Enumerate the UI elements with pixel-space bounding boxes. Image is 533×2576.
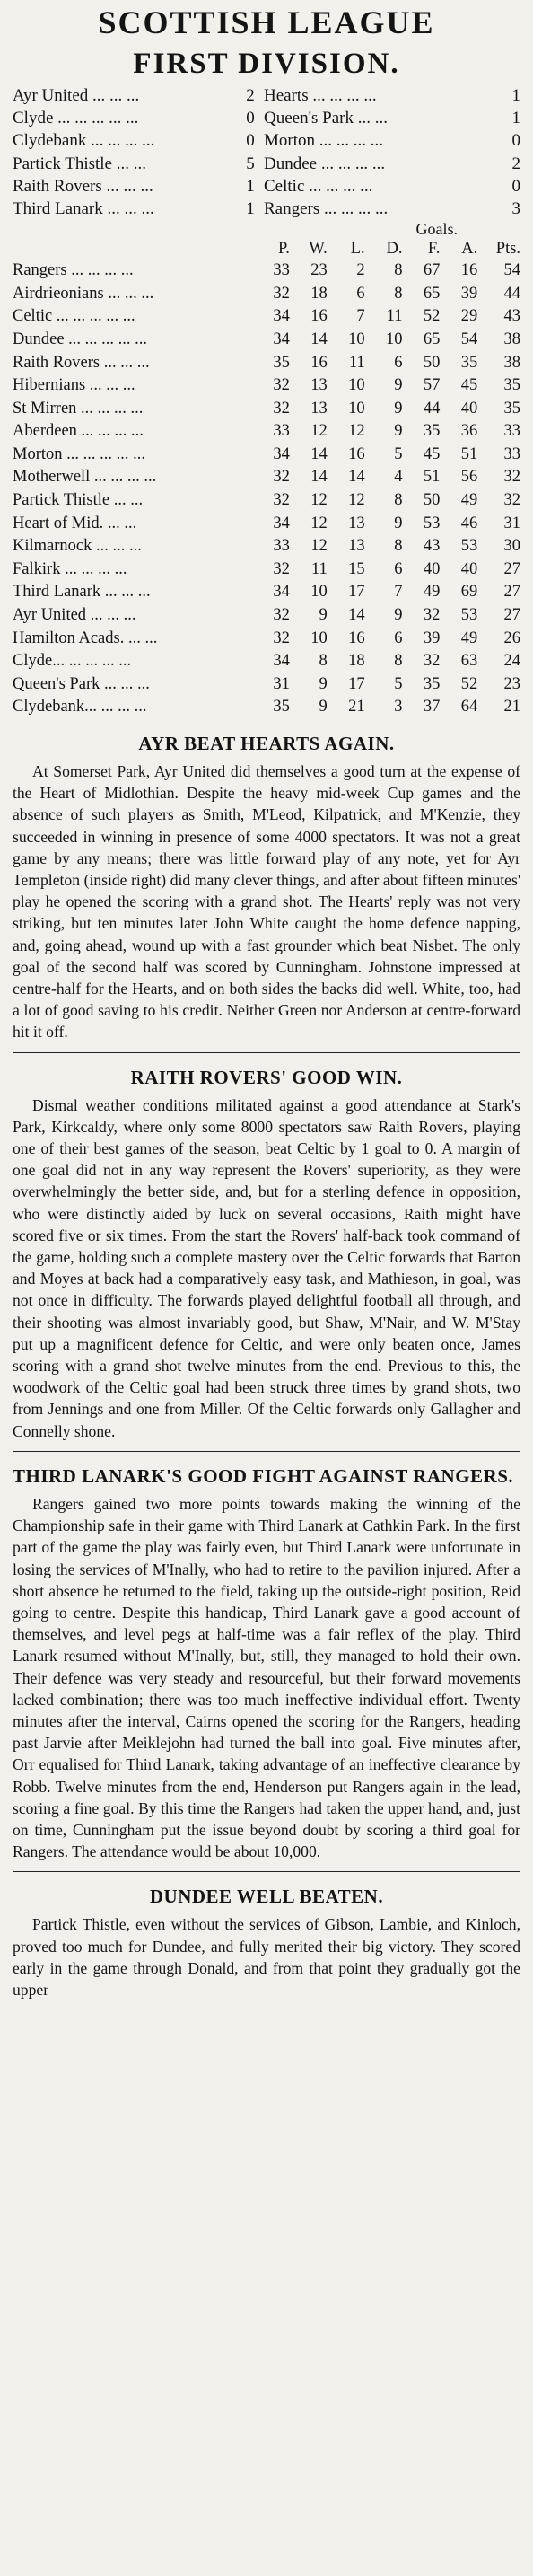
team-name: Clyde... ... ... ... ... (13, 652, 132, 671)
points: 27 (503, 583, 521, 602)
won: 8 (319, 652, 328, 671)
goals-for: 32 (423, 652, 441, 671)
drawn: 9 (394, 399, 403, 418)
goals-against: 63 (460, 652, 478, 671)
table-row (13, 305, 520, 329)
goals-for: 37 (423, 698, 441, 717)
team-name: Hibernians ... ... ... (13, 376, 135, 395)
won: 10 (310, 583, 328, 602)
won: 14 (310, 468, 328, 487)
played: 32 (273, 399, 290, 418)
won: 14 (310, 330, 328, 348)
points: 24 (503, 652, 521, 671)
played: 32 (273, 559, 290, 578)
won: 12 (310, 537, 328, 556)
won: 13 (310, 376, 328, 395)
goals-for: 52 (423, 307, 441, 326)
article-headline: AYR BEAT HEARTS AGAIN. (138, 733, 395, 754)
goals-for: 49 (423, 583, 441, 602)
lost: 16 (348, 444, 365, 463)
result-row (13, 175, 520, 198)
table-row (13, 558, 520, 582)
table-row (13, 489, 520, 513)
home-score: 0 (246, 131, 255, 151)
goals-against: 56 (460, 468, 478, 487)
table-row (13, 513, 520, 536)
drawn: 9 (394, 422, 403, 441)
played: 35 (273, 698, 290, 717)
lost: 10 (348, 399, 365, 418)
result-row (13, 153, 520, 175)
won: 9 (319, 674, 328, 693)
goals-for: 39 (423, 629, 441, 647)
column-header: W. (309, 240, 328, 259)
home-score: 5 (246, 154, 255, 173)
drawn: 6 (394, 559, 403, 578)
played: 32 (273, 629, 290, 647)
home-score: 1 (246, 176, 255, 196)
played: 35 (273, 353, 290, 372)
lost: 2 (356, 261, 365, 280)
played: 31 (273, 674, 290, 693)
points: 38 (503, 330, 521, 348)
article-body: Dismal weather conditions militated against a good attendance at Stark's Park, Kirkcaldy, where only some 8000 spectators saw Raith Rovers, playing one of their best games of the season, beat Celtic by 1 goal to 0. A margin of one goal did not in any way represent the Rovers' superiority, as they were overwhelmingly the better side, and, but for a sterling defence in opposition, who were distinctly aided by luck on several occasions, Raith might have scored five or six times. From the start the Rovers' half-back took command of the game, holding such a complete mastery over the Celtic forwards that Barton and Moyes at back had a comparatively easy task, and Mathieson, in goal, was not once in difficulty. The forwards played delightful football all through, and their shooting was almost invariably good, but Shaw, M'Nair, and W. M'Stay put up a magnificent defence for Celtic, and were only beaten once, James scoring with a grand shot twelve minutes from the end. Previous to this, the woodwork of the Celtic goal had been struck three times by grand shots, two from Jennings and one from Miller. Of the Celtic forwards only Gallagher and Connelly shone. (13, 1095, 520, 1440)
column-header: L. (350, 240, 365, 259)
home-score: 2 (246, 86, 255, 105)
column-header: D. (386, 240, 403, 259)
section-divider (13, 1052, 520, 1053)
results-list (13, 84, 520, 220)
newspaper-column (13, 0, 520, 2000)
team-name: Queen's Park ... ... ... (13, 674, 150, 693)
column-header: A. (461, 240, 478, 259)
section-divider (13, 1871, 520, 1872)
points: 23 (503, 674, 521, 693)
played: 33 (273, 422, 290, 441)
goals-for: 45 (423, 444, 441, 463)
team-name: Clydebank... ... ... ... (13, 698, 147, 717)
drawn: 5 (394, 674, 403, 693)
result-row (13, 107, 520, 129)
goals-against: 52 (460, 674, 478, 693)
goals-against: 49 (460, 491, 478, 510)
table-row (13, 259, 520, 283)
lost: 6 (356, 284, 365, 303)
points: 26 (503, 629, 521, 647)
lost: 17 (348, 583, 365, 602)
points: 54 (503, 261, 521, 280)
played: 32 (273, 284, 290, 303)
won: 18 (310, 284, 328, 303)
team-name: Third Lanark ... ... ... (13, 583, 151, 602)
drawn: 5 (394, 444, 403, 463)
away-team: Queen's Park ... ... (264, 109, 388, 128)
away-score: 2 (511, 154, 520, 173)
drawn: 9 (394, 514, 403, 532)
result-row (13, 84, 520, 107)
goals-against: 35 (460, 353, 478, 372)
goals-against: 29 (460, 307, 478, 326)
table-row (13, 374, 520, 398)
points: 30 (503, 537, 521, 556)
goals-for: 35 (423, 422, 441, 441)
team-name: Motherwell ... ... ... ... (13, 468, 157, 487)
goals-against: 69 (460, 583, 478, 602)
won: 9 (319, 698, 328, 717)
home-team: Partick Thistle ... ... (13, 154, 146, 173)
drawn: 3 (394, 698, 403, 717)
goals-for: 57 (423, 376, 441, 395)
team-name: Raith Rovers ... ... ... (13, 353, 150, 372)
points: 33 (503, 444, 521, 463)
result-row (13, 198, 520, 220)
lost: 15 (348, 559, 365, 578)
won: 9 (319, 606, 328, 625)
goals-against: 49 (460, 629, 478, 647)
points: 32 (503, 491, 521, 510)
goals-for: 35 (423, 674, 441, 693)
lost: 17 (348, 674, 365, 693)
drawn: 7 (394, 583, 403, 602)
lost: 12 (348, 491, 365, 510)
away-team: Hearts ... ... ... ... (264, 86, 377, 105)
table-row (13, 352, 520, 375)
points: 27 (503, 606, 521, 625)
away-team: Celtic ... ... ... ... (264, 176, 373, 196)
table-row (13, 283, 520, 306)
goals-for: 43 (423, 537, 441, 556)
home-team: Ayr United ... ... ... (13, 86, 140, 105)
team-name: Ayr United ... ... ... (13, 606, 136, 625)
drawn: 8 (394, 491, 403, 510)
drawn: 9 (394, 606, 403, 625)
won: 16 (310, 353, 328, 372)
played: 32 (273, 376, 290, 395)
won: 16 (310, 307, 328, 326)
won: 11 (310, 559, 328, 578)
article-headline: THIRD LANARK'S GOOD FIGHT AGAINST RANGERS. (13, 1464, 514, 1487)
column-header: P. (278, 240, 290, 259)
table-row (13, 466, 520, 489)
drawn: 10 (386, 330, 403, 348)
team-name: Kilmarnock ... ... ... (13, 537, 142, 556)
played: 34 (273, 330, 290, 348)
team-name: Rangers ... ... ... ... (13, 261, 134, 280)
lost: 12 (348, 422, 365, 441)
points: 35 (503, 376, 521, 395)
article-headline: RAITH ROVERS' GOOD WIN. (130, 1066, 403, 1088)
points: 35 (503, 399, 521, 418)
article-body: Rangers gained two more points towards making the winning of the Championship safe in their game with Third Lanark at Cathkin Park. In the first part of the game the play was fairly even, but Third Lanark were unfortunate in losing the services of M'Inally, who had to retire to the pavilion injured. After a short absence he returned to the field, taking up the outside-right position, Reid going to centre. Despite this handicap, Third Lanark gave a good account of themselves, and level pegs at half-time was a fair reflex of the play. Third Lanark resumed without M'Inally, but, still, they managed to hold their own. Their defence was very steady and resourceful, but their forward movements lacked combination; there was too much ineffective individual effort. Twenty minutes after the interval, Cairns opened the scoring for the Rangers, heading past Jarvie after Meiklejohn had turned the ball into goal. Five minutes after, Orr equalised for Third Lanark, taking advantage of an ineffective clearance by Robb. Twelve minutes from the end, Henderson put Rangers again in the lead, scoring a fine goal. By this time the Rangers had taken the upper hand, and, just on time, Cunningham put the issue beyond doubt by scoring a third goal for Rangers. The attendance would be about 10,000. (13, 1494, 520, 1861)
lost: 14 (348, 606, 365, 625)
points: 32 (503, 468, 521, 487)
articles (13, 732, 520, 2000)
won: 14 (310, 444, 328, 463)
home-team: Clyde ... ... ... ... ... (13, 109, 139, 128)
goals-against: 40 (460, 399, 478, 418)
away-team: Dundee ... ... ... ... (264, 154, 386, 173)
drawn: 8 (394, 652, 403, 671)
goals-for: 67 (423, 261, 441, 280)
goals-against: 51 (460, 444, 478, 463)
table-row (13, 628, 520, 651)
team-name: Morton ... ... ... ... ... (13, 444, 145, 463)
goals-against: 54 (460, 330, 478, 348)
column-header: F. (427, 240, 441, 259)
goals-for: 32 (423, 606, 441, 625)
goals-against: 36 (460, 422, 478, 441)
lost: 7 (356, 307, 365, 326)
lost: 21 (348, 698, 365, 717)
goals-for: 40 (423, 559, 441, 578)
division-heading: FIRST DIVISION. (133, 48, 400, 80)
drawn: 8 (394, 261, 403, 280)
section-divider (13, 1451, 520, 1452)
points: 21 (503, 698, 521, 717)
goals-for: 65 (423, 284, 441, 303)
away-score: 0 (511, 176, 520, 196)
lost: 10 (348, 330, 365, 348)
lost: 13 (348, 537, 365, 556)
drawn: 8 (394, 537, 403, 556)
goals-header: Goals. (415, 220, 458, 239)
goals-for: 53 (423, 514, 441, 532)
drawn: 9 (394, 376, 403, 395)
won: 23 (310, 261, 328, 280)
drawn: 4 (394, 468, 403, 487)
played: 33 (273, 537, 290, 556)
goals-against: 45 (460, 376, 478, 395)
column-header: Pts. (495, 240, 521, 259)
played: 32 (273, 468, 290, 487)
team-name: Falkirk ... ... ... ... (13, 559, 127, 578)
team-column-header (13, 238, 252, 259)
points: 38 (503, 353, 521, 372)
played: 34 (273, 583, 290, 602)
goals-against: 53 (460, 606, 478, 625)
drawn: 6 (394, 353, 403, 372)
goals-against: 40 (460, 559, 478, 578)
goals-against: 46 (460, 514, 478, 532)
goals-for: 50 (423, 491, 441, 510)
table-row (13, 444, 520, 467)
lost: 11 (348, 353, 365, 372)
lost: 18 (348, 652, 365, 671)
team-name: Airdrieonians ... ... ... (13, 284, 154, 303)
team-name: Celtic ... ... ... ... ... (13, 307, 135, 326)
goals-against: 64 (460, 698, 478, 717)
won: 12 (310, 514, 328, 532)
goals-against: 39 (460, 284, 478, 303)
home-score: 1 (246, 198, 255, 218)
team-name: Partick Thistle ... ... (13, 491, 144, 510)
league-table (13, 259, 520, 719)
table-header (13, 238, 520, 259)
result-row (13, 129, 520, 152)
away-team: Rangers ... ... ... ... (264, 198, 389, 218)
table-row (13, 581, 520, 604)
home-team: Third Lanark ... ... ... (13, 198, 154, 218)
goals-for: 50 (423, 353, 441, 372)
away-score: 1 (511, 109, 520, 128)
played: 34 (273, 307, 290, 326)
won: 13 (310, 399, 328, 418)
won: 10 (310, 629, 328, 647)
drawn: 8 (394, 284, 403, 303)
lost: 10 (348, 376, 365, 395)
home-team: Clydebank ... ... ... ... (13, 131, 155, 151)
goals-for: 65 (423, 330, 441, 348)
lost: 13 (348, 514, 365, 532)
points: 33 (503, 422, 521, 441)
table-row (13, 329, 520, 352)
away-score: 0 (511, 131, 520, 151)
table-row (13, 650, 520, 673)
away-score: 1 (511, 86, 520, 105)
played: 34 (273, 514, 290, 532)
played: 34 (273, 652, 290, 671)
goals-against: 16 (460, 261, 478, 280)
played: 33 (273, 261, 290, 280)
team-name: Hamilton Acads. ... ... (13, 629, 158, 647)
played: 32 (273, 491, 290, 510)
played: 32 (273, 606, 290, 625)
team-name: St Mirren ... ... ... ... (13, 399, 144, 418)
home-team: Raith Rovers ... ... ... (13, 176, 153, 196)
points: 43 (503, 307, 521, 326)
drawn: 6 (394, 629, 403, 647)
lost: 14 (348, 468, 365, 487)
table-row (13, 398, 520, 421)
table-row (13, 604, 520, 628)
drawn: 11 (386, 307, 403, 326)
article-headline: DUNDEE WELL BEATEN. (149, 1886, 384, 1908)
goals-for: 51 (423, 468, 441, 487)
table-row (13, 535, 520, 558)
goals-for: 44 (423, 399, 441, 418)
team-name: Dundee ... ... ... ... ... (13, 330, 148, 348)
goals-against: 53 (460, 537, 478, 556)
won: 12 (310, 422, 328, 441)
table-row (13, 673, 520, 697)
home-score: 0 (246, 109, 255, 128)
away-team: Morton ... ... ... ... (264, 131, 383, 151)
points: 27 (503, 559, 521, 578)
team-name: Heart of Mid. ... ... (13, 514, 137, 532)
away-score: 3 (511, 198, 520, 218)
table-row (13, 420, 520, 444)
won: 12 (310, 491, 328, 510)
points: 44 (503, 284, 521, 303)
team-name: Aberdeen ... ... ... ... (13, 422, 144, 441)
points: 31 (503, 514, 521, 532)
played: 34 (273, 444, 290, 463)
article-body: At Somerset Park, Ayr United did themselves a good turn at the expense of the Heart of Midlothian. Despite the heavy mid-week Cup games and the absence of such players as Smith, M'Leod, Kilpatrick, and M'Kenzie, they succeeded in winning in presence of some 4000 spectators. It was not a great game by any means; there was little forward play of any note, yet for Ayr Templeton (inside right) did many clever things, and after about fifteen minutes' play he opened the scoring with a grand shot. The Hearts' reply was not very striking, but ten minutes later John White caught the home defence napping, and, going ahead, wound up with a fast grounder which beat Nisbet. The only goal of the second half was scored by Cunningham. Johnstone impressed at centre-half for the Hearts, and on both sides the backs did well. White, too, had a lot of good saving to his credit. Neither Green nor Anderson at centre-forward hit it off. (13, 762, 520, 1042)
league-heading: SCOTTISH LEAGUE (98, 4, 435, 40)
article-body: Partick Thistle, even without the services of Gibson, Lambie, and Kinloch, proved too much for Dundee, and fully merited their big victory. They scored early in the game through Donald, and from that point they gradually got the upper (13, 1915, 520, 1999)
table-row (13, 696, 520, 719)
lost: 16 (348, 629, 365, 647)
